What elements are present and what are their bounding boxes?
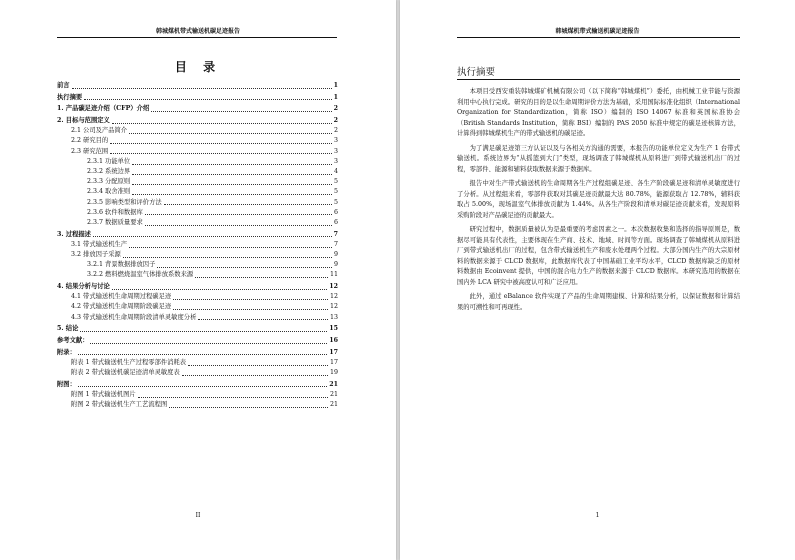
toc-entry-label: 附图 2 带式输送机生产工艺流程图 xyxy=(71,400,168,410)
table-of-contents xyxy=(57,81,338,410)
toc-entry-page: 6 xyxy=(333,218,338,226)
toc-entry[interactable] xyxy=(57,136,338,146)
toc-entry[interactable] xyxy=(57,218,338,228)
summary-paragraph: 报告中对生产带式输送机的生命周期各生产过程组碳足迹、各生产阶段碳足迹和清单灵敏度进行了分析。从过程组来看，零部件获取对其碳足迹贡献最大达 80.78%，能源获取占 12.78%，辅料获取占 5.00%，现场温室气体排放贡献为 1.44%。从各生产阶段和清单对碳足迹贡献来看，发现原料采购阶段对产品碳足迹的贡献最大。 xyxy=(457,179,740,219)
toc-entry[interactable] xyxy=(57,390,338,400)
toc-entry[interactable] xyxy=(57,187,338,197)
toc-leader-dots xyxy=(93,236,332,237)
toc-leader-dots xyxy=(90,343,327,344)
toc-entry-page: 1 xyxy=(333,93,338,101)
toc-entry-label: 5. 结论 xyxy=(57,324,79,334)
toc-leader-dots xyxy=(188,365,328,366)
toc-entry-page: 5 xyxy=(333,198,338,206)
toc-entry-label: 2.3.6 软件和数据库 xyxy=(87,208,144,218)
toc-entry-page: 3 xyxy=(333,147,338,155)
toc-entry-label: 2.2 研究目的 xyxy=(71,136,109,146)
summary-body xyxy=(457,87,740,317)
toc-entry[interactable] xyxy=(57,324,338,334)
toc-entry-page: 16 xyxy=(329,336,338,344)
toc-leader-dots xyxy=(78,386,327,387)
toc-entry[interactable] xyxy=(57,104,338,114)
toc-entry[interactable] xyxy=(57,282,338,292)
page-number: 1 xyxy=(595,512,600,519)
toc-entry[interactable] xyxy=(57,198,338,208)
toc-entry-label: 2.3.4 取舍准则 xyxy=(87,187,131,197)
toc-entry-page: 1 xyxy=(333,81,338,89)
toc-leader-dots xyxy=(173,309,328,310)
toc-entry[interactable] xyxy=(57,147,338,157)
toc-entry-page: 21 xyxy=(329,401,338,409)
toc-leader-dots xyxy=(145,214,332,215)
toc-entry-page: 4 xyxy=(333,167,338,175)
toc-entry-label: 2.3.3 分配原则 xyxy=(87,177,131,187)
toc-leader-dots xyxy=(195,277,328,278)
toc-entry-label: 3.2.1 背景数据排放因子 xyxy=(87,260,156,270)
toc-entry-label: 3.1 带式输送机生产 xyxy=(71,240,128,250)
page-number: II xyxy=(195,512,201,519)
toc-leader-dots xyxy=(110,153,332,154)
toc-entry-label: 前言 xyxy=(57,81,71,91)
toc-leader-dots xyxy=(123,257,332,258)
toc-entry-page: 21 xyxy=(329,390,338,398)
toc-entry-label: 3.2.2 燃料燃烧温室气体排放系数来源 xyxy=(87,270,194,280)
toc-leader-dots xyxy=(84,99,331,100)
toc-entry-label: 执行摘要 xyxy=(57,93,83,103)
toc-leader-dots xyxy=(129,247,332,248)
toc-entry-page: 7 xyxy=(333,230,338,238)
toc-entry[interactable] xyxy=(57,368,338,378)
header-rule xyxy=(457,37,740,38)
toc-entry[interactable] xyxy=(57,400,338,410)
toc-entry[interactable] xyxy=(57,292,338,302)
toc-entry[interactable] xyxy=(57,93,338,103)
toc-leader-dots xyxy=(132,184,332,185)
toc-leader-dots xyxy=(132,194,332,195)
toc-entry-page: 6 xyxy=(333,208,338,216)
toc-leader-dots xyxy=(132,164,332,165)
toc-entry-label: 2.3.5 影响类型和评价方法 xyxy=(87,198,163,208)
toc-entry-page: 21 xyxy=(329,380,338,388)
toc-entry-page: 17 xyxy=(329,348,338,356)
toc-entry[interactable] xyxy=(57,260,338,270)
toc-entry-label: 附图 1 带式输送机图片 xyxy=(71,390,137,400)
toc-leader-dots xyxy=(169,407,328,408)
toc-entry-page: 2 xyxy=(333,127,338,135)
toc-entry-page: 5 xyxy=(333,178,338,186)
toc-entry-label: 4. 结果分析与讨论 xyxy=(57,282,111,292)
summary-paragraph: 研究过程中，数据质量被认为是最重要的考虑因素之一。本次数据收集和选择的指导原则是，数据尽可能具有代表性，主要体现在生产商、技术、地域、时间等方面。现场调查了韩城煤机从原料进厂到带式输送机出厂的过程，包含带式输送机生产和废水处理两个过程。大部分国内生产的大宗原材料的数据来源于 CLCD 数据库，此数据库代表了中国基础工业平均水平，CLCD 数据库缺乏的原材料数据由 Ecoinvent 提供，中国的混合电力生产的数据来源于 CLCD 数据库。本研究选用的数据在国内外 LCA 研究中被高度认可和广泛应用。 xyxy=(457,225,740,286)
toc-leader-dots xyxy=(164,204,332,205)
toc-leader-dots xyxy=(151,111,331,112)
toc-entry-page: 9 xyxy=(333,261,338,269)
toc-entry-label: 2.1 公司及产品简介 xyxy=(71,126,128,136)
toc-entry-label: 附表 1 带式输送机生产过程零部件消耗表 xyxy=(71,358,187,368)
toc-entry-label: 4.1 带式输送机生命周期过程碳足迹 xyxy=(71,292,172,302)
toc-entry-label: 2.3.1 功能单位 xyxy=(87,157,131,167)
header-rule xyxy=(57,37,337,38)
toc-entry[interactable] xyxy=(57,358,338,368)
toc-entry-label: 2. 目标与范围定义 xyxy=(57,116,111,126)
toc-entry-page: 15 xyxy=(329,325,338,333)
toc-leader-dots xyxy=(132,174,332,175)
toc-entry-label: 附表 2 带式输送机碳足迹清单灵敏度表 xyxy=(71,368,181,378)
toc-entry-page: 7 xyxy=(333,240,338,248)
toc-entry[interactable] xyxy=(57,240,338,250)
toc-entry[interactable] xyxy=(57,81,338,91)
section-title: 执行摘要 xyxy=(457,67,496,78)
toc-entry[interactable] xyxy=(57,380,338,390)
toc-entry-label: 2.3.7 数据质量要求 xyxy=(87,218,144,228)
summary-page xyxy=(400,0,795,560)
toc-entry-page: 12 xyxy=(329,293,338,301)
toc-leader-dots xyxy=(80,331,327,332)
summary-paragraph: 本项目受西安重装韩城煤矿机械有限公司（以下简称“韩城煤机”）委托，由机械工业节能与资源利用中心执行完成。研究的目的是以生命周期评价方法为基础，采用国际标准化组织（International Organization for Standardization，简称 ISO）编制的 ISO 14067 标准和英国标准协会（British Standards Institution，简称 BSI）编制的 PAS 2050 标准中规定的碳足迹核算方法，计算得到韩城煤机生产的带式输送机的碳足迹。 xyxy=(457,88,740,138)
toc-entry[interactable] xyxy=(57,270,338,280)
toc-entry-label: 附图： xyxy=(57,380,77,390)
toc-entry-label: 4.3 带式输送机生命周期阶段清单灵敏度分析 xyxy=(71,313,197,323)
toc-leader-dots xyxy=(182,375,328,376)
toc-entry-page: 3 xyxy=(333,137,338,145)
toc-entry-page: 11 xyxy=(329,271,338,279)
toc-entry-label: 3. 过程描述 xyxy=(57,230,92,240)
toc-leader-dots xyxy=(129,133,332,134)
toc-leader-dots xyxy=(145,225,332,226)
toc-entry-page: 2 xyxy=(333,105,338,113)
toc-title: 目 录 xyxy=(174,60,222,74)
toc-entry[interactable] xyxy=(57,157,338,167)
running-header: 韩城煤机带式输送机碳足迹报告 xyxy=(155,28,240,35)
toc-leader-dots xyxy=(112,289,327,290)
toc-entry[interactable] xyxy=(57,230,338,240)
toc-leader-dots xyxy=(78,354,327,355)
summary-paragraph: 为了满足碳足迹第三方认证以及与各相关方沟通的需要，本报告的功能单位定义为生产 1 台带式输送机。系统边界为“从摇篮到大门”类型，现场调查了韩城煤机从原料进厂到带式输送机出厂的过程，零部件、能源和辅料获取数据来源于数据库。 xyxy=(457,144,740,173)
section-rule xyxy=(457,79,740,80)
toc-entry-label: 参考文献： xyxy=(57,336,89,346)
toc-entry-label: 4.2 带式输送机生命周期阶段碳足迹 xyxy=(71,302,172,312)
toc-entry-page: 17 xyxy=(329,358,338,366)
summary-paragraph: 此外，通过 eBalance 软件实现了产品的生命周期建模、计算和结果分析，以保证数据和计算结果的可溯性和可再现性。 xyxy=(457,293,740,311)
toc-entry-label: 2.3 研究范围 xyxy=(71,147,109,157)
toc-entry[interactable] xyxy=(57,167,338,177)
toc-entry-label: 附录： xyxy=(57,348,77,358)
toc-entry-page: 3 xyxy=(333,157,338,165)
running-header: 韩城煤机带式输送机碳足迹报告 xyxy=(555,28,640,35)
toc-entry[interactable] xyxy=(57,116,338,126)
toc-leader-dots xyxy=(198,319,328,320)
toc-entry-label: 3.2 排放因子采源 xyxy=(71,250,122,260)
toc-leader-dots xyxy=(110,143,332,144)
toc-entry[interactable] xyxy=(57,313,338,323)
toc-entry[interactable] xyxy=(57,177,338,187)
toc-leader-dots xyxy=(138,397,328,398)
toc-entry-page: 2 xyxy=(333,117,338,125)
toc-entry-page: 9 xyxy=(333,250,338,258)
toc-entry[interactable] xyxy=(57,302,338,312)
toc-entry-label: 2.3.2 系统边界 xyxy=(87,167,131,177)
toc-entry-page: 12 xyxy=(329,283,338,291)
toc-entry-page: 13 xyxy=(329,313,338,321)
toc-entry-label: 1. 产品碳足迹介绍（CFP）介绍 xyxy=(57,104,150,114)
toc-entry-page: 12 xyxy=(329,303,338,311)
toc-entry[interactable] xyxy=(57,348,338,358)
toc-entry-page: 19 xyxy=(329,369,338,377)
toc-entry[interactable] xyxy=(57,250,338,260)
toc-leader-dots xyxy=(157,267,332,268)
toc-entry[interactable] xyxy=(57,126,338,136)
toc-leader-dots xyxy=(72,88,332,89)
toc-entry-page: 5 xyxy=(333,188,338,196)
toc-page xyxy=(0,0,396,560)
toc-leader-dots xyxy=(112,123,332,124)
toc-entry[interactable] xyxy=(57,336,338,346)
toc-leader-dots xyxy=(173,299,328,300)
toc-entry[interactable] xyxy=(57,208,338,218)
